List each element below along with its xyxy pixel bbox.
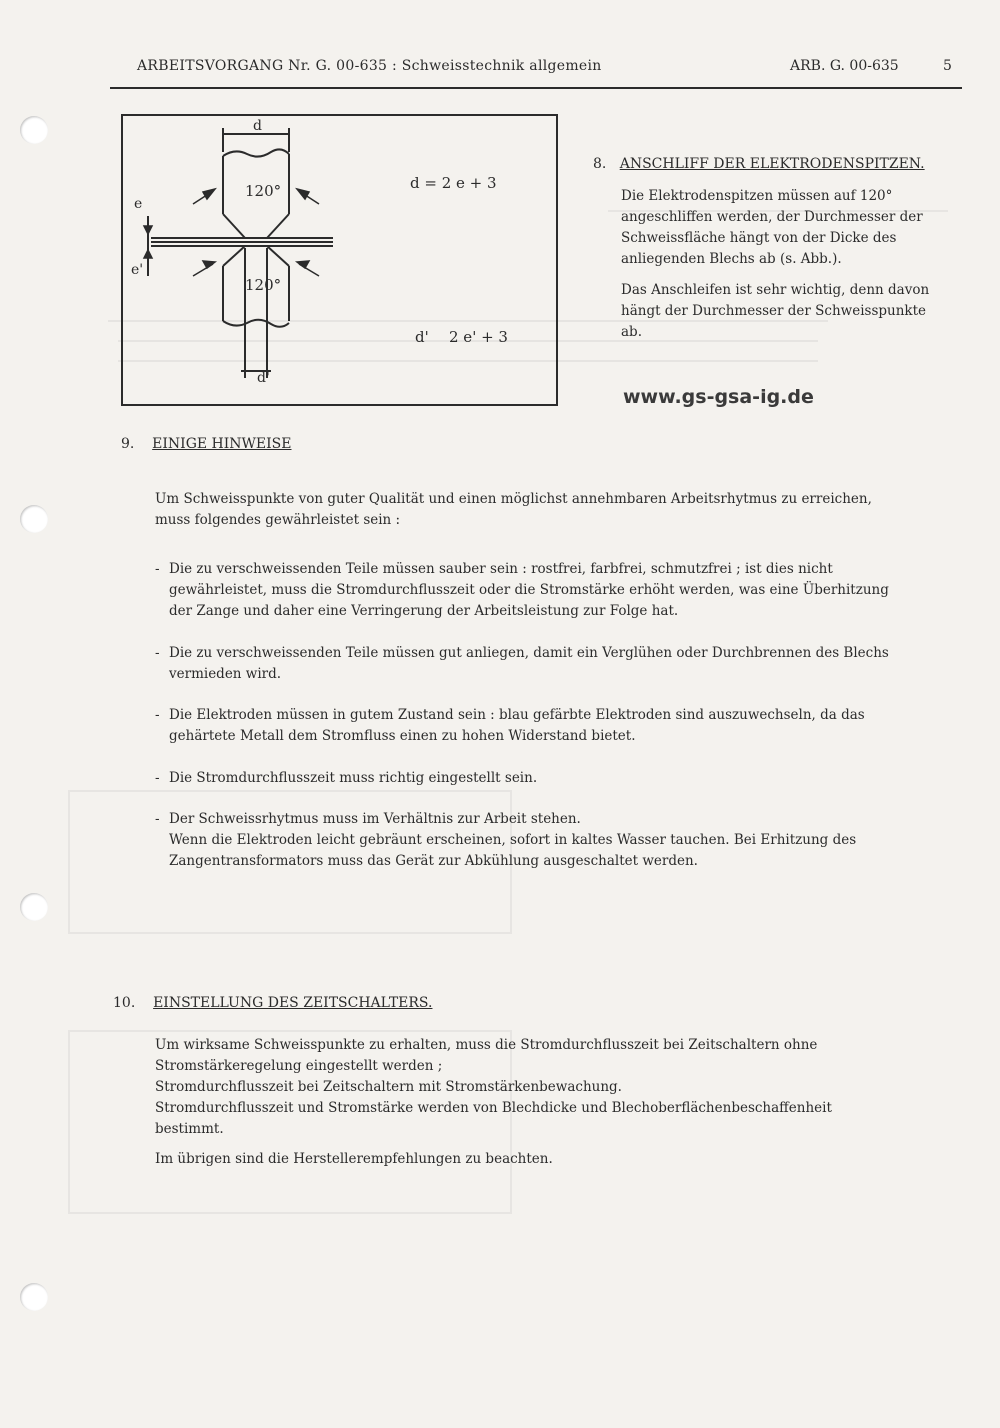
electrode-diagram [123, 116, 556, 404]
punch-hole-1 [20, 116, 48, 144]
section-8-paragraph-1: Die Elektrodenspitzen müssen auf 120° angeschliffen werden, der Durchmesser der Schweissfläche hängt von der Dicke des anliegenden Blechs ab (s. Abb.). [621, 188, 923, 267]
list-item: - Die zu verschweissenden Teile müssen gut anliegen, damit ein Verglühen oder Durchbrennen des Blechs vermieden wird. [155, 643, 900, 685]
punch-hole-4 [20, 1283, 48, 1311]
list-item-text: Die zu verschweissenden Teile müssen sauber sein : rostfrei, farbfrei, schmutzfrei ; ist dies nicht gewährleistet, muss die Stromdurchflusszeit oder die Stromstärke erhöht werden, was eine Überhitzung der Zange und daher eine Verringerung der Arbeitsleistung zur Folge hat. [169, 561, 889, 619]
angle-top-label: 120° [245, 182, 282, 200]
section-10-title: EINSTELLUNG DES ZEITSCHALTERS. [153, 995, 433, 1011]
section-10-line-3: Stromdurchflusszeit und Stromstärke werden von Blechdicke und Blechoberflächenbeschaffenheit bestimmt. [155, 1100, 832, 1137]
header-rule [110, 87, 962, 89]
list-item: - Die zu verschweissenden Teile müssen sauber sein : rostfrei, farbfrei, schmutzfrei ; ist dies nicht gewährleistet, muss die Stromdurchflusszeit oder die Stromstärke erhöht werden, was eine Überhitzung der Zange und daher eine Verringerung der Arbeitsleistung zur Folge hat. [155, 559, 900, 622]
section-9-heading [121, 436, 292, 452]
label-d: d [253, 118, 262, 134]
header-reference: ARB. G. 00-635 [790, 58, 899, 74]
list-item-text: Der Schweissrhytmus muss im Verhältnis zur Arbeit stehen. [169, 811, 581, 827]
section-9-number: 9. [121, 436, 135, 452]
section-10-number: 10. [113, 995, 136, 1011]
list-item-note: Wenn die Elektroden leicht gebräunt erscheinen, sofort in kaltes Wasser tauchen. Bei Erhitzung des Zangentransformators muss das Gerät zur Abkühlung ausgeschaltet werden. [169, 832, 857, 869]
punch-hole-2 [20, 505, 48, 533]
section-10-closing: Im übrigen sind die Herstellerempfehlungen zu beachten. [155, 1151, 553, 1167]
section-9-title: EINIGE HINWEISE [152, 436, 292, 452]
list-item: - Die Elektroden müssen in gutem Zustand sein : blau gefärbte Elektroden sind auszuwechseln, da das gehärtete Metall dem Stromfluss einen zu hohen Widerstand bietet. [155, 705, 900, 747]
label-e-prime: e' [131, 262, 144, 278]
section-8-paragraph-2: Das Anschleifen ist sehr wichtig, denn davon hängt der Durchmesser der Schweisspunkte ab. [621, 282, 930, 340]
section-8-body [621, 186, 951, 353]
section-8-title: ANSCHLIFF DER ELEKTRODENSPITZEN. [619, 156, 925, 172]
list-item: - Der Schweissrhytmus muss im Verhältnis zur Arbeit stehen. Wenn die Elektroden leicht gebräunt erscheinen, sofort in kaltes Wasser tauchen. Bei Erhitzung des Zangentransformators muss das Gerät zur Abkühlung ausgeschaltet werden. [155, 809, 900, 872]
angle-bottom-label: 120° [245, 276, 282, 294]
list-item-text: Die Elektroden müssen in gutem Zustand sein : blau gefärbte Elektroden sind auszuwechseln, da das gehärtete Metall dem Stromfluss einen zu hohen Widerstand bietet. [169, 707, 865, 744]
section-8-number: 8. [593, 156, 607, 172]
page-number: 5 [943, 58, 952, 74]
list-item-text: Die zu verschweissenden Teile müssen gut anliegen, damit ein Verglühen oder Durchbrennen des Blechs vermieden wird. [169, 645, 889, 682]
header-title: ARBEITSVORGANG Nr. G. 00-635 : Schweisstechnik allgemein [137, 58, 602, 74]
electrode-figure [121, 114, 558, 406]
punch-hole-3 [20, 893, 48, 921]
list-item: - Die Stromdurchflusszeit muss richtig eingestellt sein. [155, 768, 900, 789]
label-e: e [134, 196, 143, 212]
formula-d: d = 2 e + 3 [410, 174, 497, 192]
list-item-text: Die Stromdurchflusszeit muss richtig eingestellt sein. [169, 770, 538, 786]
section-9-intro: Um Schweisspunkte von guter Qualität und einen möglichst annehmbaren Arbeitsrhytmus zu erreichen, muss folgendes gewährleistet sein : [155, 491, 872, 528]
section-10-heading [113, 995, 432, 1011]
watermark-url: www.gs-gsa-ig.de [623, 386, 814, 408]
section-10-line-1: Um wirksame Schweisspunkte zu erhalten, muss die Stromdurchflusszeit bei Zeitschaltern ohne Stromstärkeregelung eingestellt werden ; [155, 1037, 818, 1074]
formula-d-prime-expr: 2 e' + 3 [449, 328, 508, 346]
section-8-heading [593, 156, 925, 172]
formula-d-prime-label: d' [415, 328, 429, 346]
label-d-prime: d' [257, 370, 270, 386]
section-10-body [155, 1035, 900, 1140]
section-10-line-2: Stromdurchflusszeit bei Zeitschaltern mit Stromstärkenbewachung. [155, 1079, 622, 1095]
